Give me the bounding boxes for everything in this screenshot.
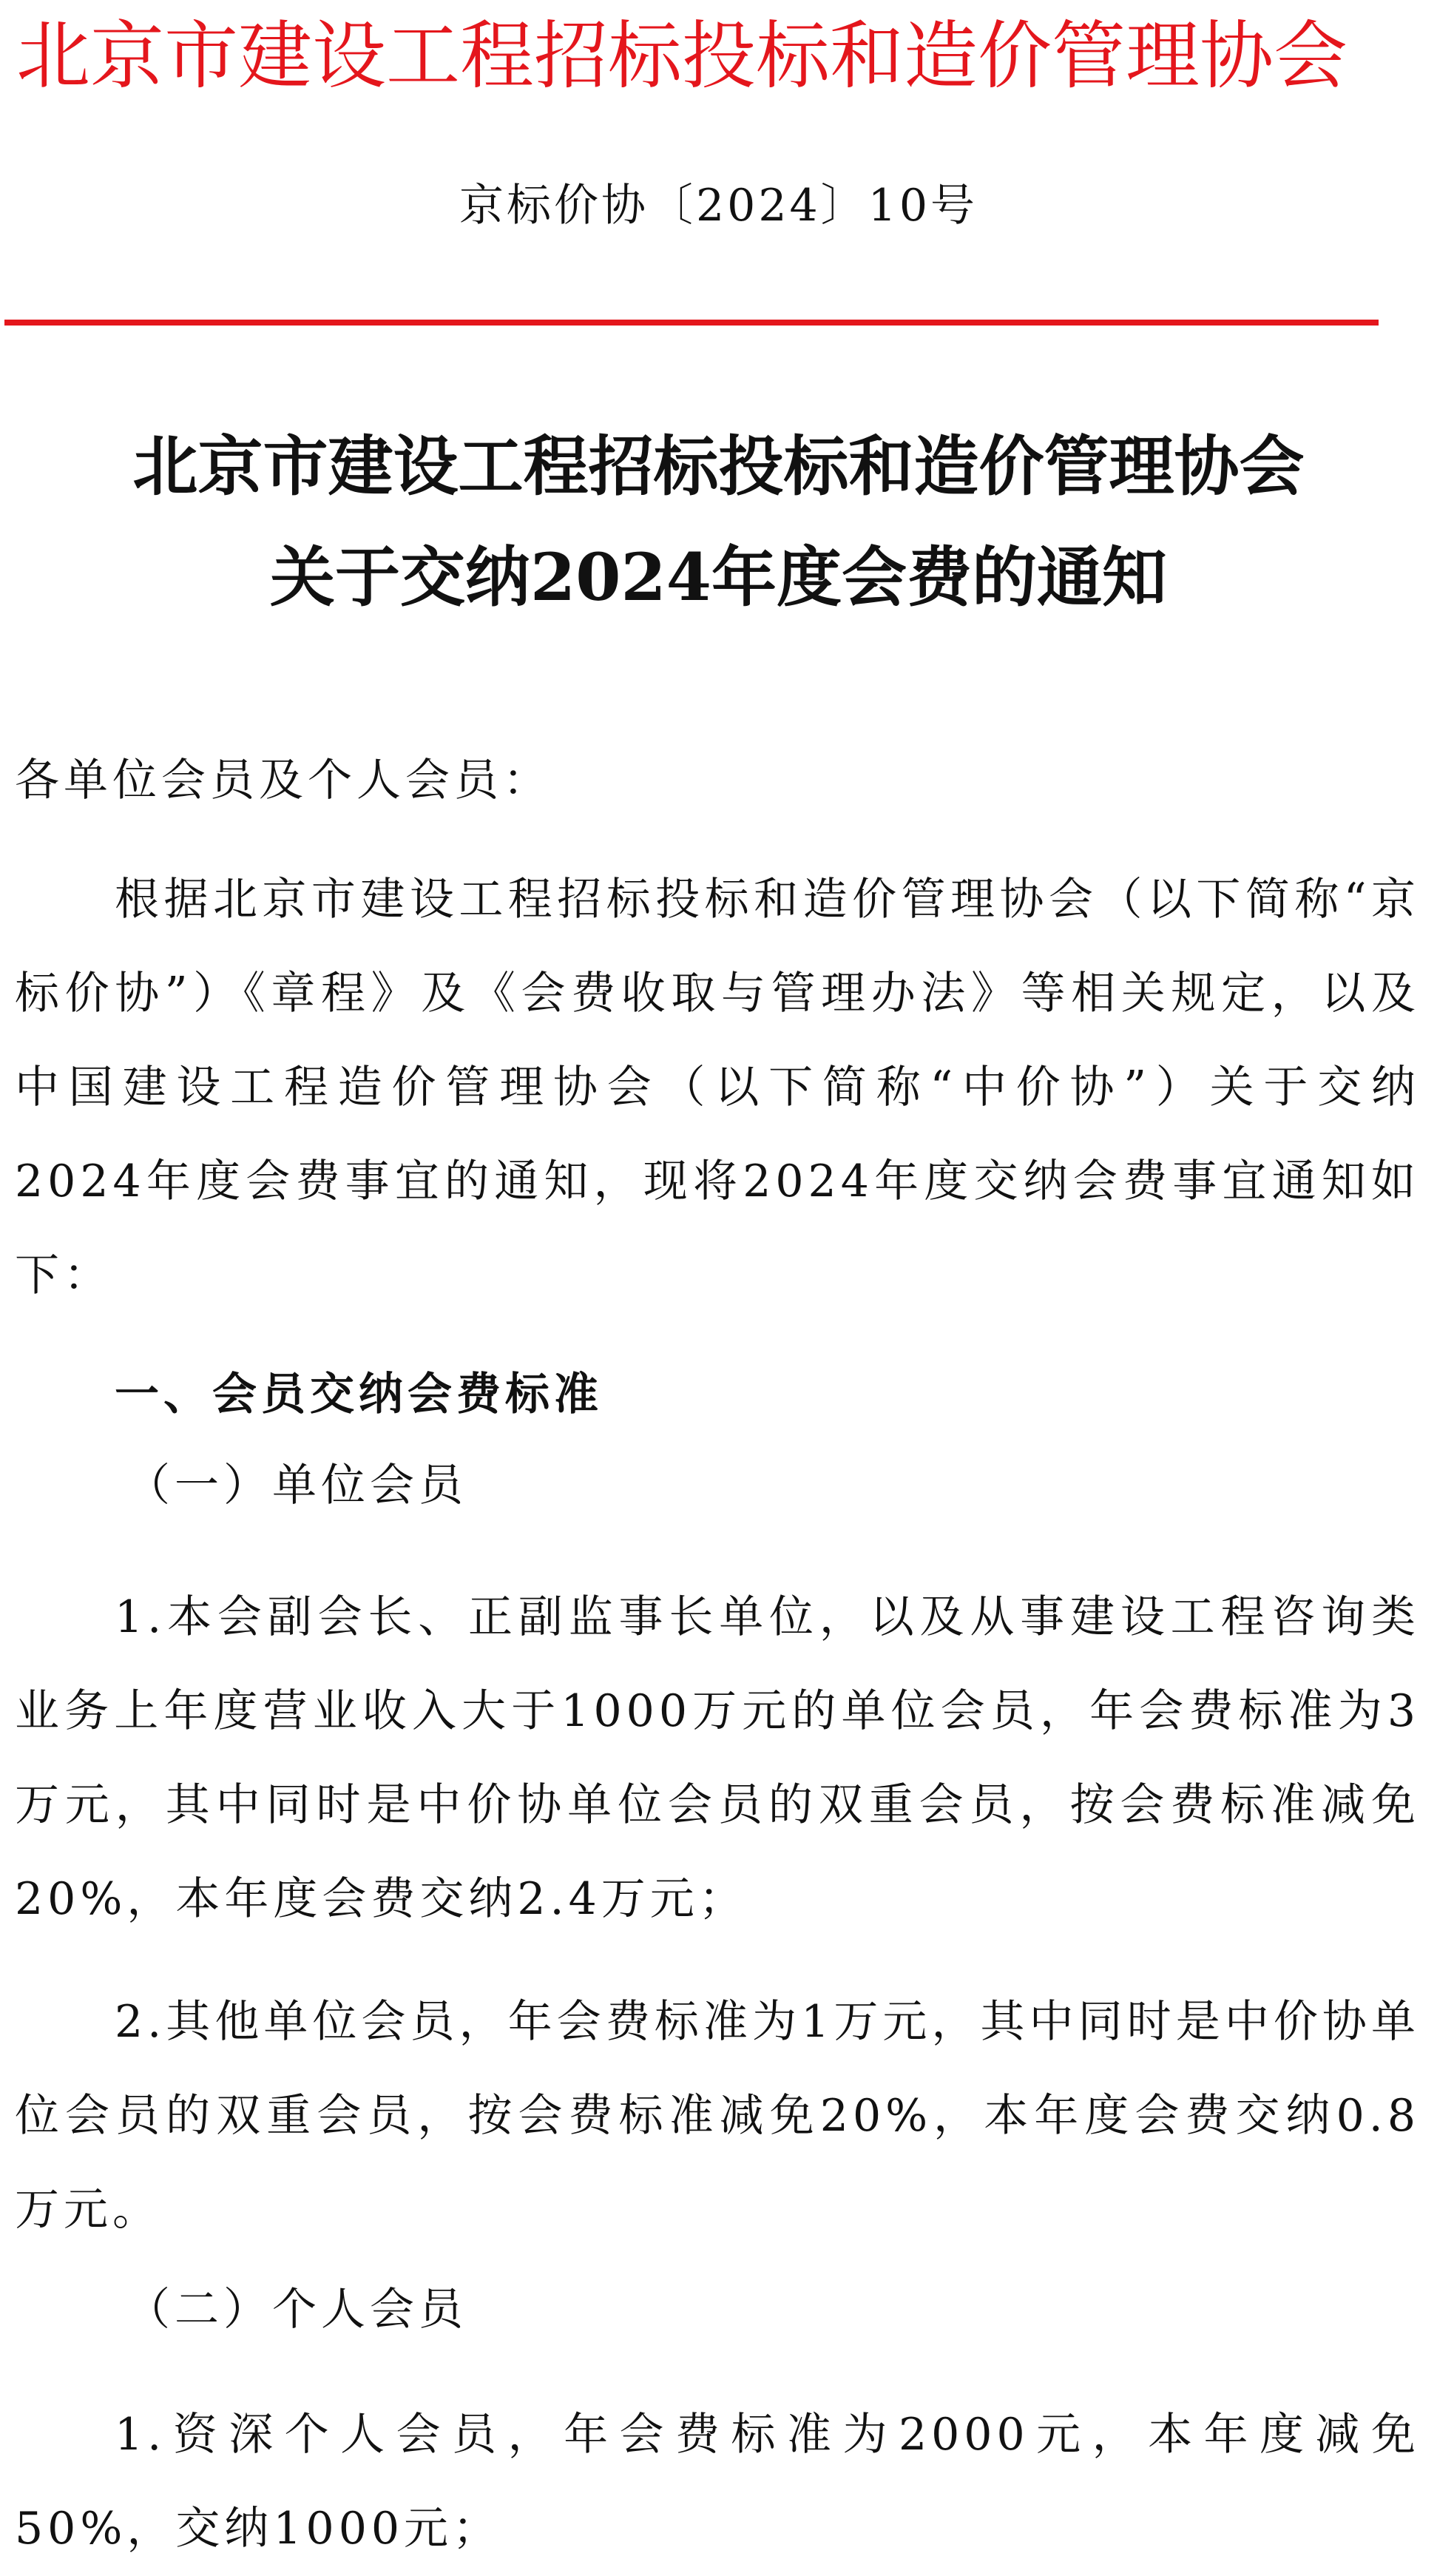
intro-paragraph: 根据北京市建设工程招标投标和造价管理协会（以下简称“京标价协”）《章程》及《会费收取与管理办法》等相关规定，以及中国建设工程造价管理协会（以下简称“中价协”）关于交纳2024年度会费事宜的通知，现将2024年度交纳会费事宜通知如下： (15, 874, 1420, 1301)
document-number: 京标价协〔2024〕10号 (459, 180, 978, 232)
individual-member-item-1: 1.资深个人会员，年会费标准为2000元，本年度减免50%，交纳1000元； (15, 2409, 1420, 2555)
section-heading-fee-standards: 一、会员交纳会费标准 (115, 1369, 603, 1420)
organization-letterhead: 北京市建设工程招标投标和造价管理协会 (16, 13, 1348, 99)
salutation: 各单位会员及个人会员： (15, 755, 552, 806)
unit-member-item-2: 2.其他单位会员，年会费标准为1万元，其中同时是中价协单位会员的双重会员，按会费标准减免20%，本年度会费交纳0.8万元。 (15, 1996, 1420, 2236)
unit-member-item-1: 1.本会副会长、正副监事长单位，以及从事建设工程咨询类业务上年度营业收入大于1000万元的单位会员，年会费标准为3万元，其中同时是中价协单位会员的双重会员，按会费标准减免20%，本年度会费交纳2.4万元； (15, 1591, 1420, 1925)
subheading-individual-members: （二）个人会员 (126, 2284, 467, 2336)
notice-title-line-2: 关于交纳2024年度会费的通知 (270, 539, 1167, 616)
notice-title-line-1: 北京市建设工程招标投标和造价管理协会 (132, 428, 1305, 505)
red-divider-line (4, 320, 1379, 326)
subheading-unit-members: （一）单位会员 (126, 1460, 467, 1511)
